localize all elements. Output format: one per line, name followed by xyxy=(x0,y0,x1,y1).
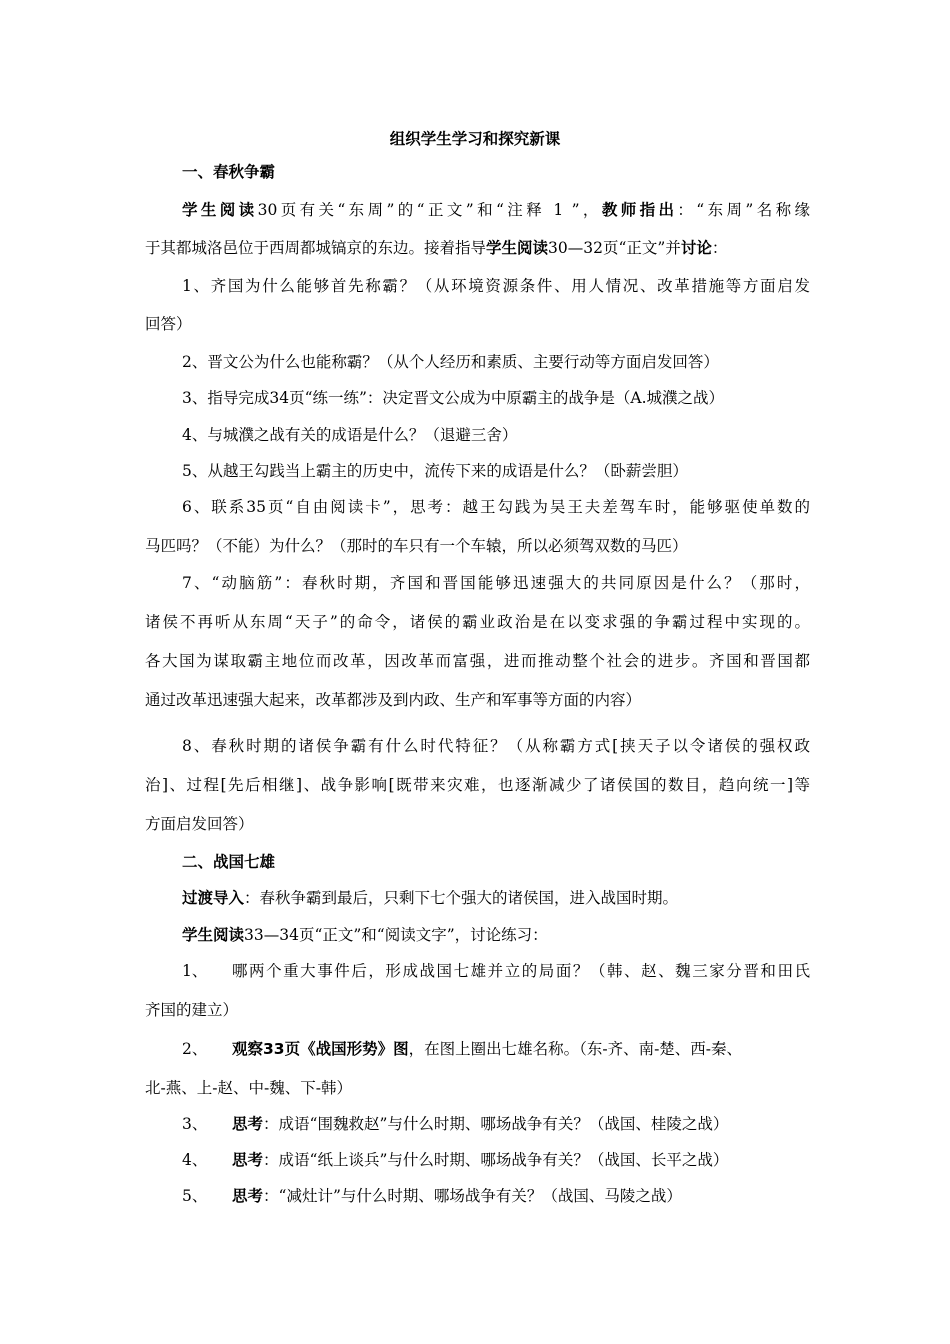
intro-line2-bold2: 讨论 xyxy=(680,238,712,257)
question-6-line2: 马匹吗？（不能）为什么？（那时的车只有一个车辕，所以必须驾双数的马匹） xyxy=(145,537,688,555)
item-2-number: 2、 xyxy=(182,1040,208,1058)
question-6-line1: 6、联系35页“自由阅读卡”，思考：越王勾践为吴王夫差驾车时，能够驱使单数的 xyxy=(182,498,810,516)
intro-line2-end: ： xyxy=(711,239,728,257)
intro-line2-text2: 30—32页“正文”并 xyxy=(548,239,681,257)
question-2: 2、晋文公为什么也能称霸？（从个人经历和素质、主要行动等方面启发回答） xyxy=(182,353,719,371)
item-3-number: 3、 xyxy=(182,1115,208,1133)
item-1-line1: 哪两个重大事件后，形成战国七雄并立的局面？（韩、赵、魏三家分晋和田氏 xyxy=(232,962,810,980)
intro-lead-bold: 学生阅读 xyxy=(182,200,258,219)
item-5-number: 5、 xyxy=(182,1187,208,1205)
question-8-line1: 8、春秋时期的诸侯争霸有什么时代特征？（从称霸方式[挟天子以令诸侯的强权政 xyxy=(182,737,810,755)
question-4: 4、与城濮之战有关的成语是什么？（退避三舍） xyxy=(182,426,518,444)
item-2-bold: 观察33页《战国形势》图 xyxy=(232,1040,409,1058)
item-3-text: ：成语“围魏救赵”与什么时期、哪场战争有关？（战国、桂陵之战） xyxy=(263,1115,729,1133)
intro-lead-text: 30页有关“东周”的“正文”和“注释 1 ”， xyxy=(257,201,602,219)
transition-bold: 过渡导入 xyxy=(182,888,245,907)
reading-bold: 学生阅读 xyxy=(182,925,245,944)
intro-line2-bold: 学生阅读 xyxy=(486,238,549,257)
question-3: 3、指导完成34页“练一练”：决定晋文公成为中原霸主的战争是（A.城濮之战） xyxy=(182,389,725,407)
section1-intro-line2 xyxy=(145,237,810,259)
section1-intro-line1 xyxy=(182,199,810,221)
intro-teacher-text: ：“东周”名称缘 xyxy=(677,201,810,219)
question-7-line4: 通过改革迅速强大起来，改革都涉及到内政、生产和军事等方面的内容） xyxy=(145,691,642,709)
item-1-number: 1、 xyxy=(182,962,208,980)
item-2-line1 xyxy=(232,1038,810,1060)
question-8-line3: 方面启发回答） xyxy=(145,815,254,833)
item-2-text: ，在图上圈出七雄名称。（东-齐、南-楚、西-秦、 xyxy=(408,1040,743,1058)
question-7-line2: 诸侯不再听从东周“天子”的命令，诸侯的霸业政治是在以变求强的争霸过程中实现的。 xyxy=(145,613,810,631)
question-1-line1: 1、齐国为什么能够首先称霸？（从环境资源条件、用人情况、改革措施等方面启发 xyxy=(182,277,810,295)
intro-teacher-bold: 教师指出 xyxy=(601,200,678,219)
item-5-text: ：“减灶计”与什么时期、哪场战争有关？（战国、马陵之战） xyxy=(263,1187,682,1205)
intro-line2-text: 于其都城洛邑位于西周都城镐京的东边。接着指导 xyxy=(145,239,487,257)
item-4-number: 4、 xyxy=(182,1151,208,1169)
section1-heading: 一、春秋争霸 xyxy=(182,162,276,181)
item-3-bold: 思考 xyxy=(232,1114,264,1133)
transition-text: ：春秋争霸到最后，只剩下七个强大的诸侯国，进入战国时期。 xyxy=(244,889,679,907)
reading-text: 33—34页“正文”和“阅读文字”，讨论练习： xyxy=(244,926,548,944)
item-1-line2: 齐国的建立） xyxy=(145,1001,239,1019)
item-4-bold: 思考 xyxy=(232,1150,264,1169)
item-4-line xyxy=(232,1149,728,1171)
reading-line xyxy=(182,924,810,946)
page-title: 组织学生学习和探究新课 xyxy=(389,129,561,148)
item-3-line xyxy=(232,1113,728,1135)
question-1-line2: 回答） xyxy=(145,315,192,333)
question-7-line1: 7、“动脑筋”：春秋时期，齐国和晋国能够迅速强大的共同原因是什么？（那时， xyxy=(182,574,810,592)
section2-heading: 二、战国七雄 xyxy=(182,852,276,871)
question-7-line3: 各大国为谋取霸主地位而改革，因改革而富强，进而推动整个社会的进步。齐国和晋国都 xyxy=(145,652,810,670)
item-5-line xyxy=(232,1185,682,1207)
question-5: 5、从越王勾践当上霸主的历史中，流传下来的成语是什么？（卧薪尝胆） xyxy=(182,462,688,480)
question-8-line2: 治]、过程[先后相继]、战争影响[既带来灾难，也逐渐减少了诸侯国的数目，趋向统一]等 xyxy=(145,776,810,794)
item-2-line2: 北-燕、上-赵、中-魏、下-韩） xyxy=(145,1079,352,1097)
item-5-bold: 思考 xyxy=(232,1186,264,1205)
transition-line xyxy=(182,887,810,909)
item-4-text: ：成语“纸上谈兵”与什么时期、哪场战争有关？（战国、长平之战） xyxy=(263,1151,729,1169)
